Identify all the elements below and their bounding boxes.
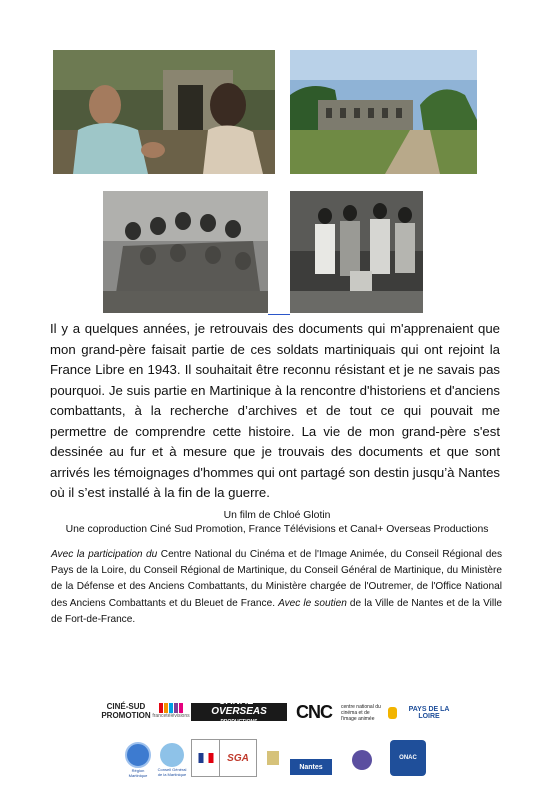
- cg-emblem-icon: [160, 743, 184, 767]
- ftv-bar: [179, 703, 183, 713]
- photo-soldiers: [103, 191, 268, 313]
- partners-paragraph: [51, 547, 502, 628]
- pays-de-la-loire-logo: [388, 704, 458, 722]
- cnc-logo: CNC: [296, 701, 332, 722]
- ftv-bar: [169, 703, 173, 713]
- small-crest-logo: [264, 744, 282, 772]
- photo-family: [290, 191, 423, 313]
- crest-icon: [267, 751, 279, 765]
- france-televisions-logo: [153, 698, 189, 724]
- french-flag-icon: [198, 753, 214, 763]
- cinesud-logo-line1: CINÉ-SUD: [106, 702, 146, 711]
- canal-overseas-logo: [191, 696, 287, 725]
- ftv-bar: [164, 703, 168, 713]
- nantes-logo: Nantes: [290, 759, 332, 775]
- ftv-color-bars: [159, 703, 183, 713]
- region-emblem-icon: [125, 742, 151, 768]
- onac-logo: [390, 740, 426, 776]
- coproduction-credit: Une coproduction Ciné Sud Promotion, France Télévisions et Canal+ Overseas Productions: [65, 524, 489, 535]
- cnc-logo-text: centre national du cinéma et de l'image animée: [341, 704, 381, 722]
- canal-logo-text: CANAL+ OVERSEAS: [211, 696, 267, 717]
- canal-logo-sub: PRODUCTIONS: [220, 719, 258, 725]
- sga-logo: [219, 739, 257, 777]
- photo-interview: [53, 50, 275, 174]
- fdf-emblem-icon: [352, 750, 372, 770]
- soutien-list: de la Ville de Nantes et de la Ville de Fort-de-France.: [51, 597, 502, 625]
- fort-de-france-logo: [342, 742, 382, 778]
- photo-ruins: [290, 50, 477, 174]
- cinesud-logo: [100, 700, 152, 722]
- ftv-bar: [174, 703, 178, 713]
- region-logo-text: Région Martinique: [128, 768, 148, 778]
- ftv-logo-text: francetélévisions: [152, 713, 190, 719]
- conseil-general-logo: [156, 740, 188, 780]
- cinesud-logo-line2: PROMOTION: [101, 711, 151, 720]
- onac-logo-text: ONAC: [399, 755, 417, 761]
- soutien-intro: Avec le soutien: [278, 597, 347, 609]
- director-credit: Un film de Chloé Glotin: [223, 510, 331, 521]
- cg-logo-text: Conseil Général de la Martinique: [157, 767, 187, 777]
- participation-intro: Avec la participation du: [51, 549, 158, 560]
- pdl-shape-icon: [388, 707, 397, 719]
- pdl-logo-text: PAYS DE LA LOIRE: [408, 706, 450, 720]
- link-underline: [268, 314, 290, 315]
- region-martinique-logo: [124, 740, 152, 780]
- sga-logo-text: SGA: [227, 752, 249, 764]
- main-paragraph: Il y a quelques années, je retrouvais des documents qui m'apprenaient que mon grand-père faisait partie de ces soldats martiniquais qui ont rejoint la France Libre en 1943. Il souhaitait être reconnu résistant et je ne savais pas pourquoi. Je suis partie en Martinique à la rencontre d'historiens et d'anciens combattants, à la recherche d’archives et de tout ce qui pouvait me permettre de comprendre cette histoire. La vie de mon grand-père s'est dessinée au fur et à mesure que je trouvais des documents et que sont arrivés les témoignages d'hommes qui ont partagé son destin jusqu’à Nantes où il s’est installé à la fin de la guerre.: [50, 321, 500, 500]
- ftv-bar: [159, 703, 163, 713]
- marianne-logo: [191, 739, 221, 777]
- participation-list: Centre National du Cinéma et de l'Image Animée, du Conseil Régional des Pays de la Loire, du Conseil Régional de Martinique, du Conseil Général de Martinique, du Ministère de la Défense et des Anciens Combattants, du Ministère chargée de l'Outremer, de l'Office National des Anciens Combattants et du Bleuet de France.: [51, 549, 502, 609]
